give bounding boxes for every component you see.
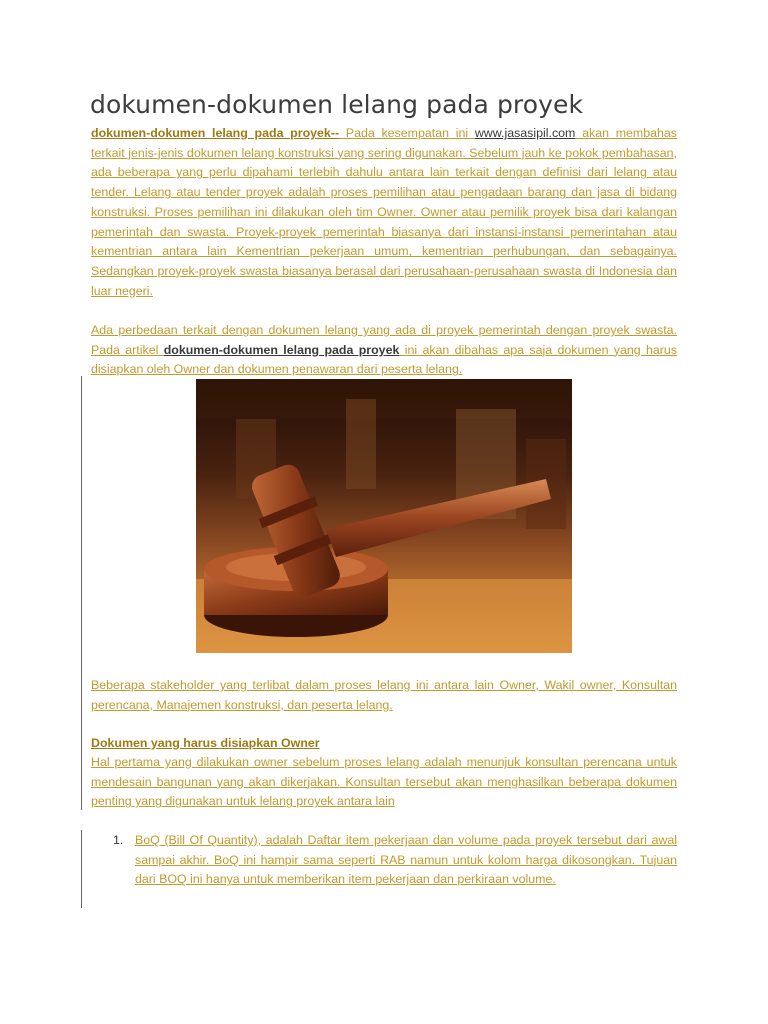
intro-rest[interactable]: akan membahas terkait jenis-jenis dokumen lelang konstruksi yang sering digunakan. Sebelum jauh ke pokok pembahasan, ada beberapa yang perlu dipahami terlebih dahulu antara lain terkait dengan definisi dari lelang atau tender. Lelang atau tender proyek adalah proses pemilihan atau pengadaan barang dan jasa di bidang konstruksi. Proses pemilihan ini dilakukan oleh tim Owner. Owner atau pemilik proyek bisa dari kalangan pemerintah dan swasta. Proyek-proyek pemerintah biasanya dari instansi-instansi pemerintahan atau kementrian antara lain Kementrian pekerjaan umum, kementrian perhubungan, dan sebagainya. Sedangkan proyek-proyek swasta biasanya berasal dari perusahaan-perusahaan swasta di Indonesia dan luar negeri. bbox=[91, 126, 677, 298]
page-title: dokumen-dokumen lelang pada proyek bbox=[90, 90, 584, 119]
intro-paragraph[interactable] bbox=[91, 124, 677, 301]
intro-pada[interactable]: Pada kesempatan ini bbox=[339, 126, 475, 140]
owner-paragraph[interactable]: Hal pertama yang dilakukan owner sebelum proses lelang adalah menunjuk konsultan perencana untuk mendesain bangunan yang akan dikerjakan. Konsultan tersebut akan menghasilkan beberapa dokumen penting yang digunakan untuk lelang proyek antara lain bbox=[91, 755, 677, 809]
owner-heading[interactable]: Dokumen yang harus disiapkan Owner bbox=[91, 736, 320, 750]
list-item bbox=[113, 831, 677, 890]
margin-bar bbox=[81, 376, 82, 810]
second-after[interactable]: ini akan dibahas apa saja dokumen yang harus disiapkan oleh Owner dan dokumen penawaran dari peserta lelang. bbox=[91, 342, 678, 377]
list-item-number: 1. bbox=[113, 833, 124, 847]
gavel-image bbox=[196, 379, 572, 653]
second-before[interactable]: Ada perbedaan terkait dengan dokumen lelang yang ada di proyek pemerintah dengan proyek swasta. Pada artikel bbox=[91, 323, 677, 357]
margin-bar bbox=[81, 830, 82, 908]
document-list bbox=[113, 831, 677, 890]
site-link[interactable]: www.jasasipil.com bbox=[474, 126, 576, 140]
second-bold[interactable]: dokumen-dokumen lelang pada proyek bbox=[163, 342, 400, 357]
intro-lead[interactable]: dokumen-dokumen lelang pada proyek-- bbox=[91, 126, 340, 140]
gavel-illustration bbox=[196, 379, 572, 653]
list-item-text[interactable]: BoQ (Bill Of Quantity), adalah Daftar item pekerjaan dan volume pada proyek tersebut dari awal sampai akhir. BoQ ini hampir sama seperti RAB namun untuk kolom harga dikosongkan. Tujuan dari BOQ ini hanya untuk memberikan item pekerjaan dan perkiraan volume. bbox=[135, 833, 677, 887]
second-paragraph[interactable] bbox=[91, 321, 677, 380]
stakeholder-paragraph[interactable]: Beberapa stakeholder yang terlibat dalam proses lelang ini antara lain Owner, Wakil owner, Konsultan perencana, Manajemen konstruksi, dan peserta lelang. bbox=[91, 678, 677, 712]
